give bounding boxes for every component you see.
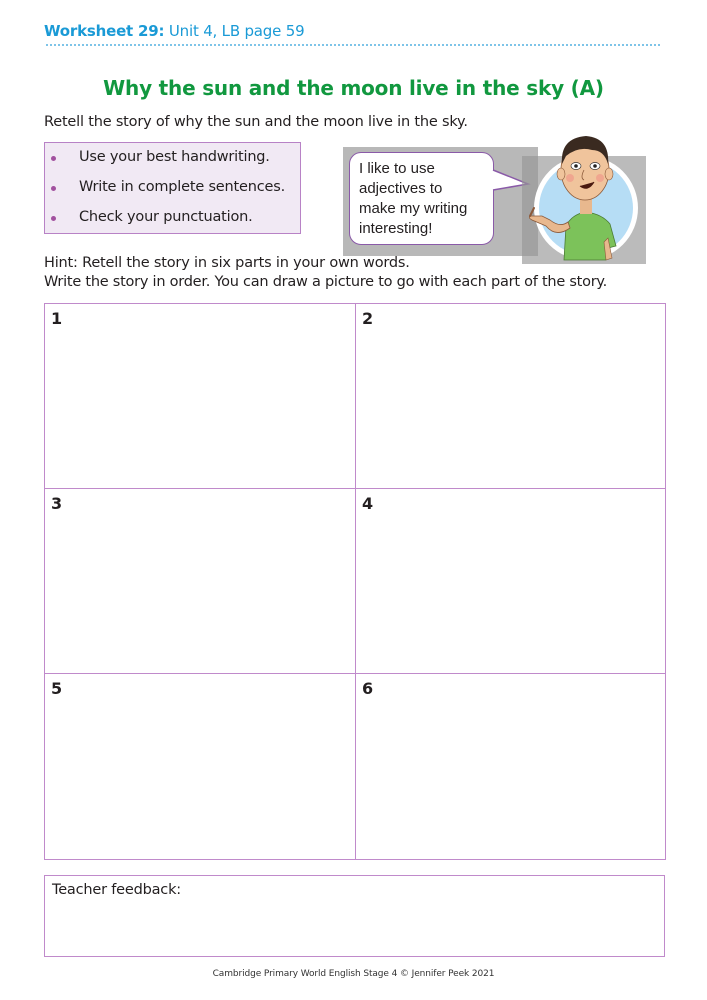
cell-number: 4	[362, 494, 374, 513]
story-cell-6[interactable]	[356, 674, 665, 859]
teacher-feedback-label: Teacher feedback:	[52, 882, 181, 898]
speech-line: interesting!	[359, 220, 433, 237]
teacher-feedback-box[interactable]	[44, 875, 665, 957]
bullet-icon	[51, 156, 56, 161]
cell-number: 6	[362, 679, 374, 698]
story-grid	[44, 303, 666, 860]
checklist-box	[44, 142, 301, 234]
speech-line: adjectives to	[359, 180, 443, 197]
checklist-item-text: Check your punctuation.	[79, 209, 253, 225]
checklist-item-text: Use your best handwriting.	[79, 149, 270, 165]
speech-line: make my writing	[359, 200, 468, 217]
story-cell-5[interactable]	[45, 674, 356, 859]
story-cell-3[interactable]	[45, 489, 356, 674]
speech-line: I like to use	[359, 160, 435, 177]
copyright-footer: Cambridge Primary World English Stage 4 © Jennifer Peek 2021	[212, 969, 495, 979]
instruction-text: Retell the story of why the sun and the moon live in the sky.	[44, 114, 468, 130]
story-cell-1[interactable]	[45, 304, 356, 489]
worksheet-number: Worksheet 29:	[44, 22, 165, 40]
checklist-item-text: Write in complete sentences.	[79, 179, 285, 195]
header-dotted-divider	[46, 44, 660, 46]
cell-number: 2	[362, 309, 374, 328]
cell-number: 3	[51, 494, 63, 513]
story-cell-2[interactable]	[356, 304, 665, 489]
cell-number: 5	[51, 679, 63, 698]
worksheet-reference: Unit 4, LB page 59	[168, 22, 305, 40]
worksheet-header	[44, 22, 304, 40]
bullet-icon	[51, 186, 56, 191]
speech-bubble-text	[359, 159, 467, 239]
hint-instruction-text: Write the story in order. You can draw a picture to go with each part of the story.	[44, 274, 608, 290]
hint-text: Hint: Retell the story in six parts in your own words.	[44, 255, 410, 271]
cell-number: 1	[51, 309, 63, 328]
page-title: Why the sun and the moon live in the sky (A)	[103, 76, 604, 100]
speech-bubble	[349, 152, 494, 245]
bullet-icon	[51, 216, 56, 221]
boy-character-illustration	[520, 128, 650, 264]
story-cell-4[interactable]	[356, 489, 665, 674]
